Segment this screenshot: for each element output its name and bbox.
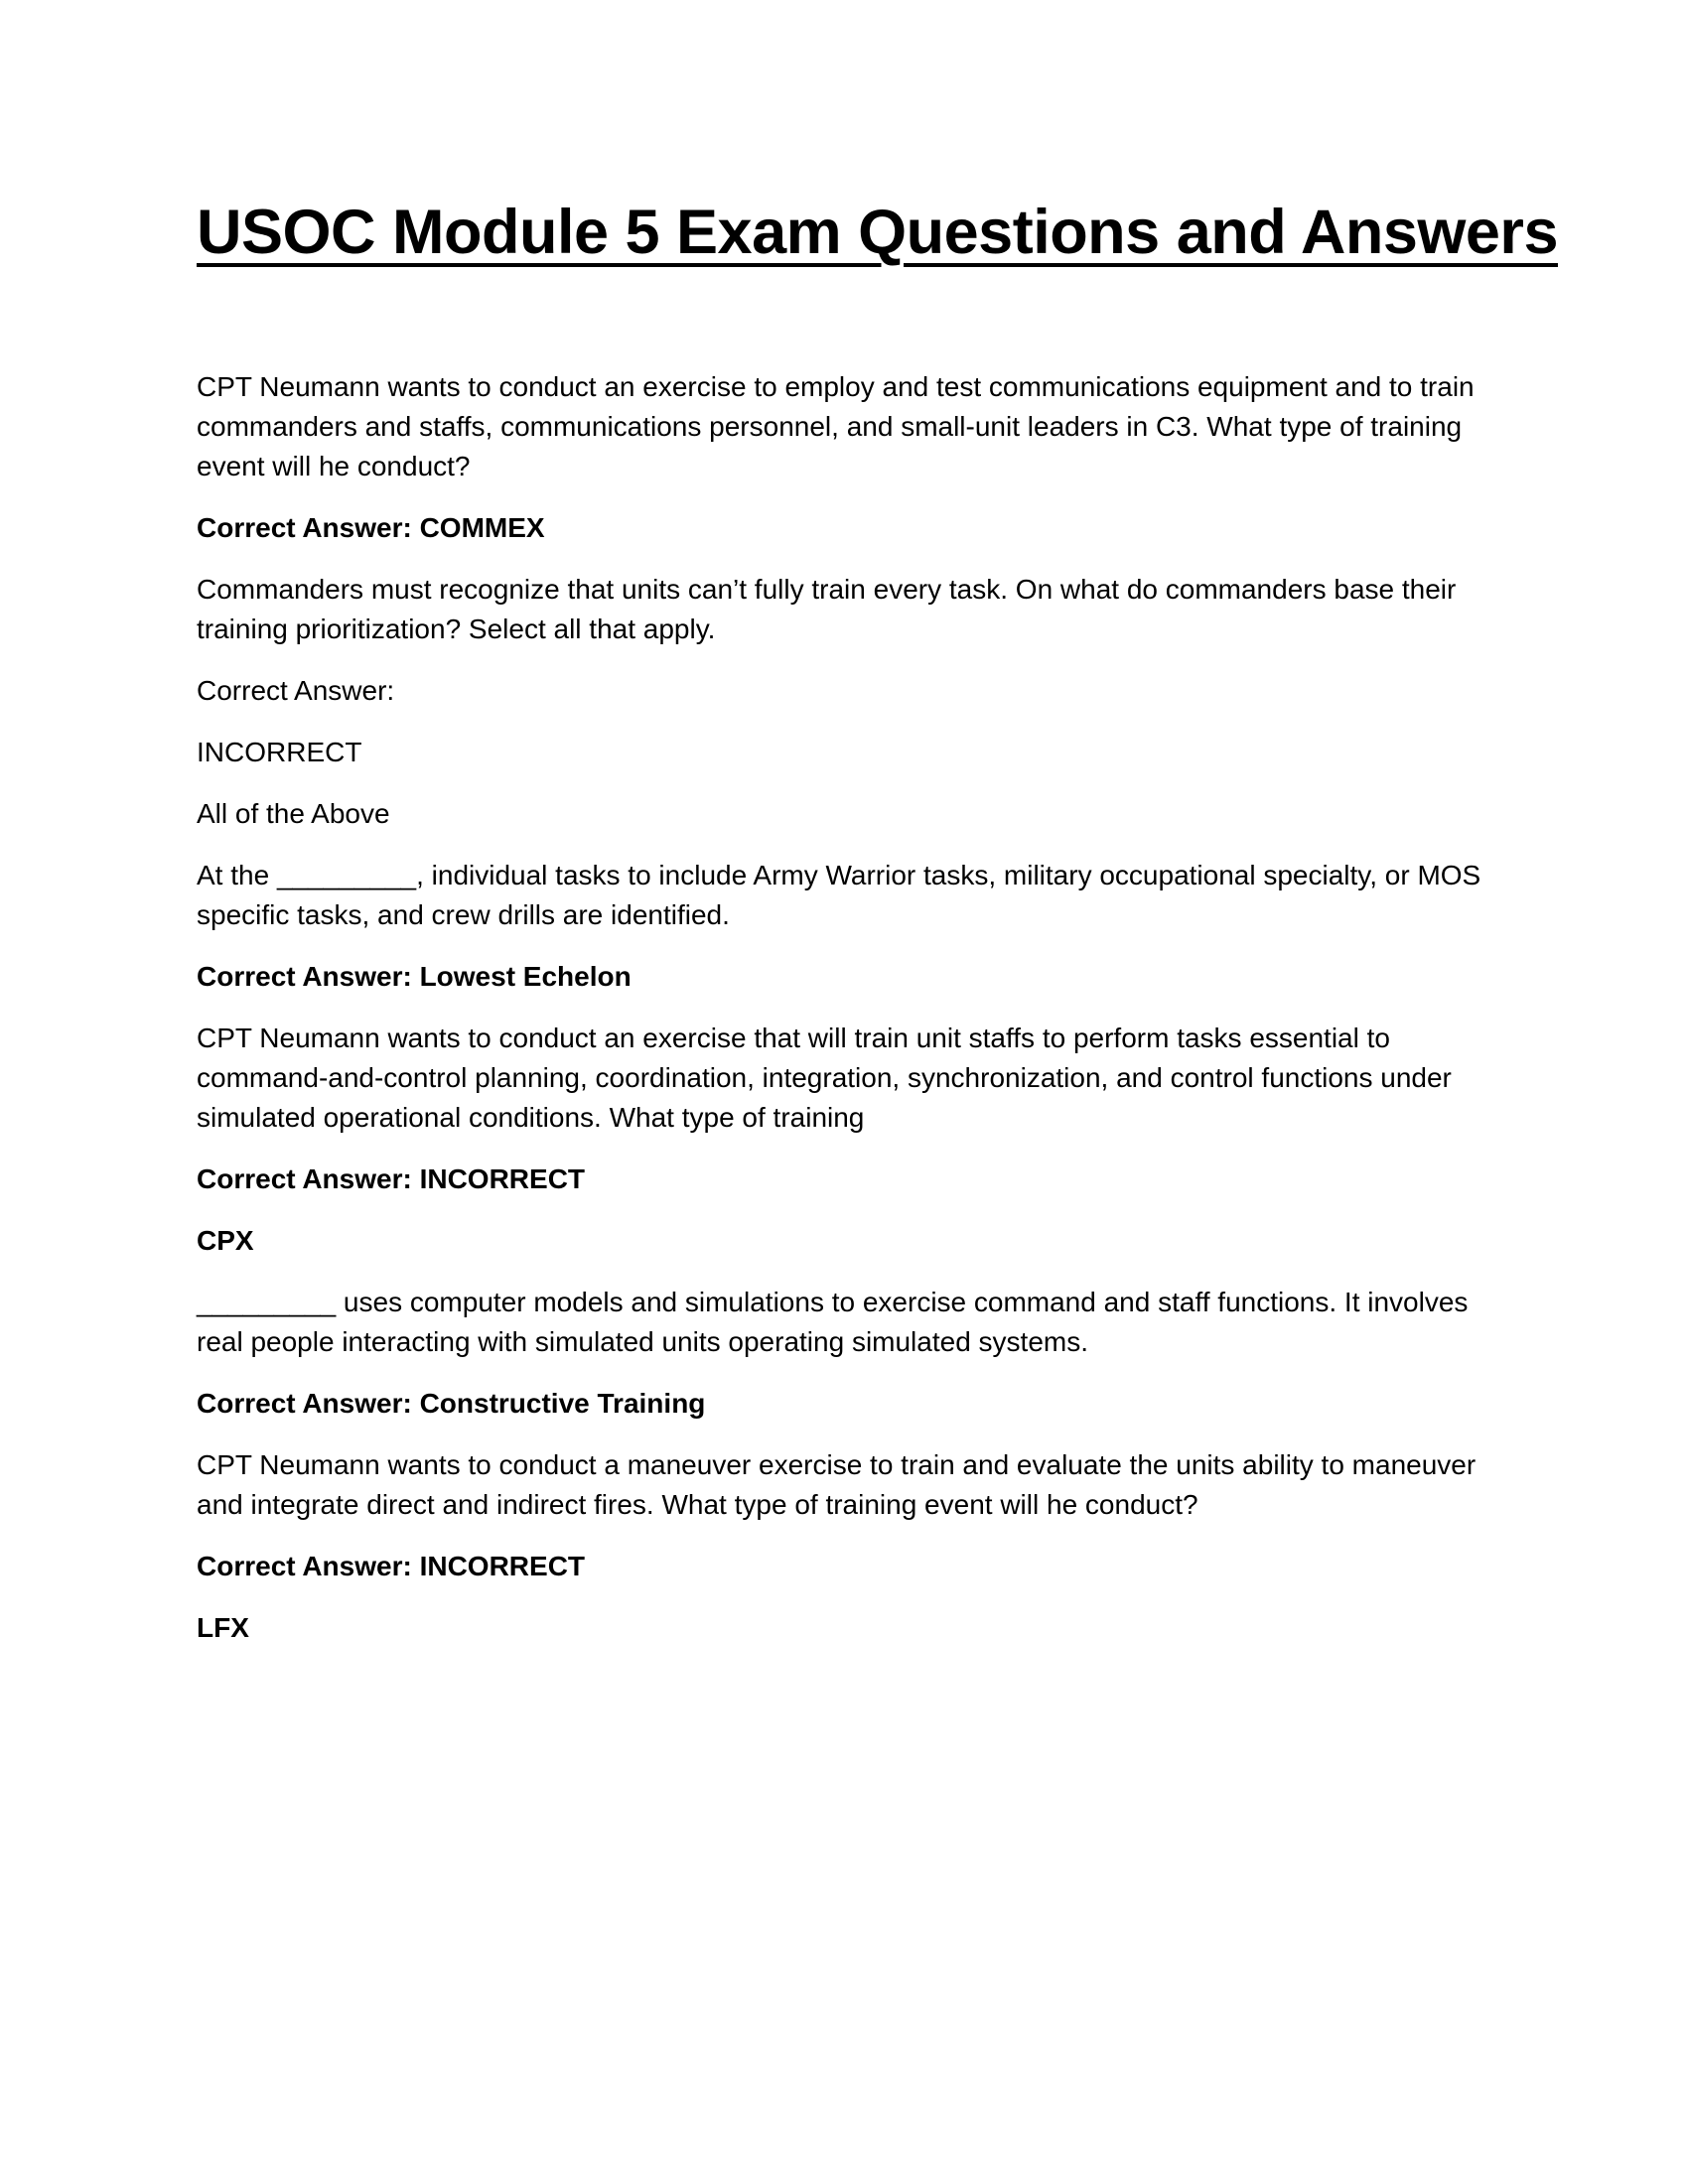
answer-6-value: LFX: [197, 1612, 249, 1643]
answer-6-label: Correct Answer: INCORRECT: [197, 1551, 586, 1581]
document-body: [197, 367, 1497, 1670]
answer-5: Correct Answer: Constructive Training: [197, 1388, 706, 1419]
answer-2-value: All of the Above: [197, 798, 390, 829]
question-2-text: Commanders must recognize that units can’t fully train every task. On what do commanders base their training prioritization? Select all that apply.: [197, 574, 1457, 644]
question-1-text: CPT Neumann wants to conduct an exercise to employ and test communications equipment and to train commanders and staffs, communications personnel, and small-unit leaders in C3. What type of training event will he conduct?: [197, 371, 1475, 481]
question-6-text: CPT Neumann wants to conduct a maneuver exercise to train and evaluate the units ability to maneuver and integrate direct and indirect fires. What type of training event will he conduct?: [197, 1449, 1477, 1520]
answer-3: Correct Answer: Lowest Echelon: [197, 961, 632, 992]
page-title: USOC Module 5 Exam Questions and Answers: [197, 198, 1558, 267]
question-5-text: _________ uses computer models and simulations to exercise command and staff functions. It involves real people interacting with simulated units operating simulated systems.: [197, 1287, 1469, 1357]
answer-2-status: INCORRECT: [197, 737, 362, 767]
answer-1: Correct Answer: COMMEX: [197, 512, 545, 543]
answer-4-value: CPX: [197, 1225, 254, 1256]
answer-4-label: Correct Answer: INCORRECT: [197, 1163, 586, 1194]
question-4-text: CPT Neumann wants to conduct an exercise that will train unit staffs to perform tasks essential to command-and-control planning, coordination, integration, synchronization, and control functions under simulated operational conditions. What type of training: [197, 1023, 1452, 1133]
question-3-text: At the _________, individual tasks to include Army Warrior tasks, military occupational specialty, or MOS specific tasks, and crew drills are identified.: [197, 860, 1481, 930]
answer-2-label: Correct Answer:: [197, 675, 395, 706]
